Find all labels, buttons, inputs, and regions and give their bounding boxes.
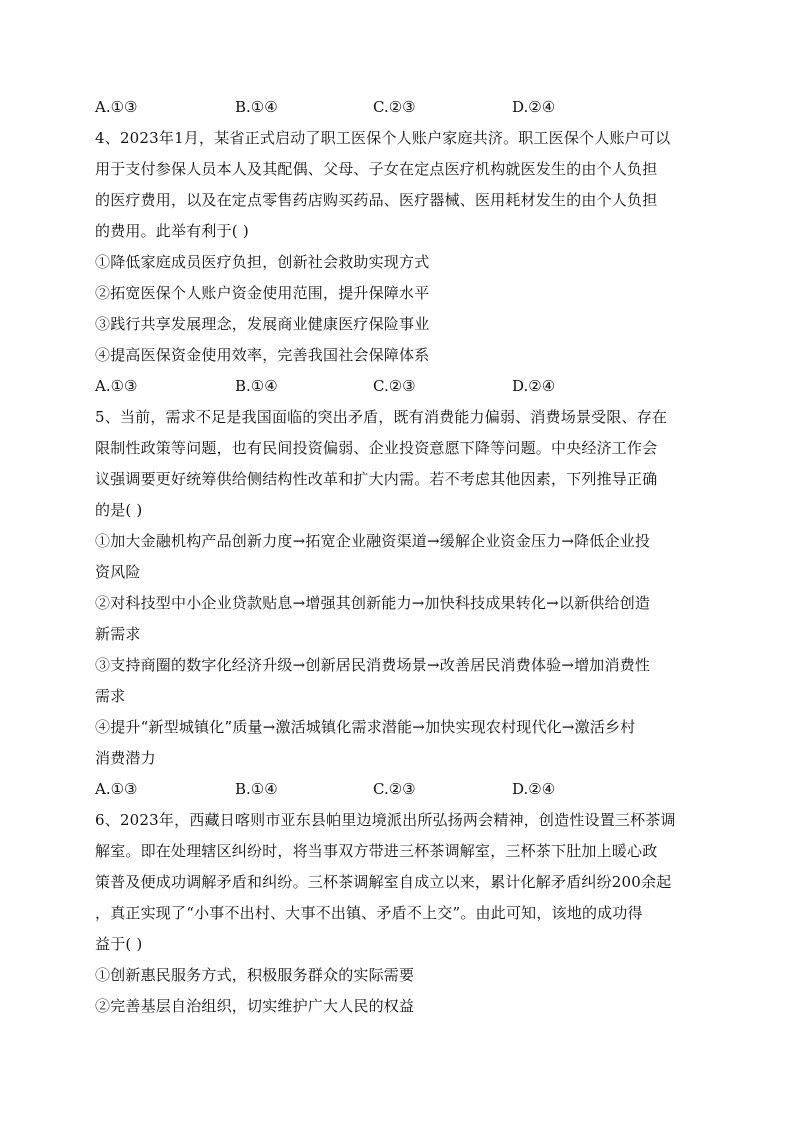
q5-statement: 需求 xyxy=(95,687,126,705)
q6-stem-line: ，真正实现了“小事不出村、大事不出镇、矛盾不上交”。由此可知，该地的成功得 xyxy=(95,904,643,922)
q5-stem-line: 议强调要更好统筹供给侧结构性改革和扩大内需。若不考虑其他因素，下列推导正确 xyxy=(95,470,658,488)
q4-options xyxy=(95,375,705,397)
q6-stem-line: 6、2023年，西藏日喀则市亚东县帕里边境派出所弘扬两会精神，创造性设置三杯茶调 xyxy=(95,811,676,829)
q5-option-c: C.②③ xyxy=(373,780,416,798)
q4-stem-line: 的费用。此举有利于( ) xyxy=(95,222,249,240)
q3-options xyxy=(95,96,705,118)
q5-statement: ①加大金融机构产品创新力度→拓宽企业融资渠道→缓解企业资金压力→降低企业投 xyxy=(95,532,651,550)
q5-stem-line: 的是( ) xyxy=(95,501,143,519)
q5-statement: 消费潜力 xyxy=(95,749,156,767)
q3-option-c: C.②③ xyxy=(373,98,416,116)
q5-option-a: A.①③ xyxy=(95,780,138,798)
q6-stem-line: 策普及便成功调解矛盾和纠纷。三杯茶调解室自成立以来，累计化解矛盾纠纷200余起 xyxy=(95,873,672,891)
q6-statement: ①创新惠民服务方式，积极服务群众的实际需要 xyxy=(95,966,415,984)
q5-option-b: B.①④ xyxy=(235,780,278,798)
q4-stem-line: 的医疗费用，以及在定点零售药店购买药品、医疗器械、医用耗材发生的由个人负担 xyxy=(95,191,658,209)
q4-statement: ④提高医保资金使用效率，完善我国社会保障体系 xyxy=(95,346,430,364)
q4-statement: ③践行共享发展理念，发展商业健康医疗保险事业 xyxy=(95,315,430,333)
q3-option-a: A.①③ xyxy=(95,98,138,116)
q4-stem-line: 4、2023年1月，某省正式启动了职工医保个人账户家庭共济。职工医保个人账户可以 xyxy=(95,129,671,147)
q5-option-d: D.②④ xyxy=(512,780,556,798)
q6-statement: ②完善基层自治组织，切实维护广大人民的权益 xyxy=(95,997,415,1015)
q3-option-b: B.①④ xyxy=(235,98,278,116)
q5-statement: 新需求 xyxy=(95,625,141,643)
q5-options xyxy=(95,778,705,800)
q4-option-a: A.①③ xyxy=(95,377,138,395)
q6-stem-line: 益于( ) xyxy=(95,935,143,953)
q5-statement: ③支持商圈的数字化经济升级→创新居民消费场景→改善居民消费体验→增加消费性 xyxy=(95,656,651,674)
q4-option-d: D.②④ xyxy=(512,377,556,395)
q4-option-b: B.①④ xyxy=(235,377,278,395)
q5-statement: 资风险 xyxy=(95,563,141,581)
q4-stem-line: 用于支付参保人员本人及其配偶、父母、子女在定点医疗机构就医发生的由个人负担 xyxy=(95,160,658,178)
q6-stem-line: 解室。即在处理辖区纠纷时，将当事双方带进三杯茶调解室，三杯茶下肚加上暖心政 xyxy=(95,842,658,860)
q5-statement: ②对科技型中小企业贷款贴息→增强其创新能力→加快科技成果转化→以新供给创造 xyxy=(95,594,651,612)
q3-option-d: D.②④ xyxy=(512,98,556,116)
q4-option-c: C.②③ xyxy=(373,377,416,395)
q4-statement: ①降低家庭成员医疗负担，创新社会救助实现方式 xyxy=(95,253,430,271)
q4-statement: ②拓宽医保个人账户资金使用范围，提升保障水平 xyxy=(95,284,430,302)
q5-stem-line: 限制性政策等问题，也有民间投资偏弱、企业投资意愿下降等问题。中央经济工作会 xyxy=(95,439,658,457)
q5-statement: ④提升“新型城镇化”质量→激活城镇化需求潜能→加快实现农村现代化→激活乡村 xyxy=(95,718,636,736)
q5-stem-line: 5、当前，需求不足是我国面临的突出矛盾，既有消费能力偏弱、消费场景受限、存在 xyxy=(95,408,668,426)
